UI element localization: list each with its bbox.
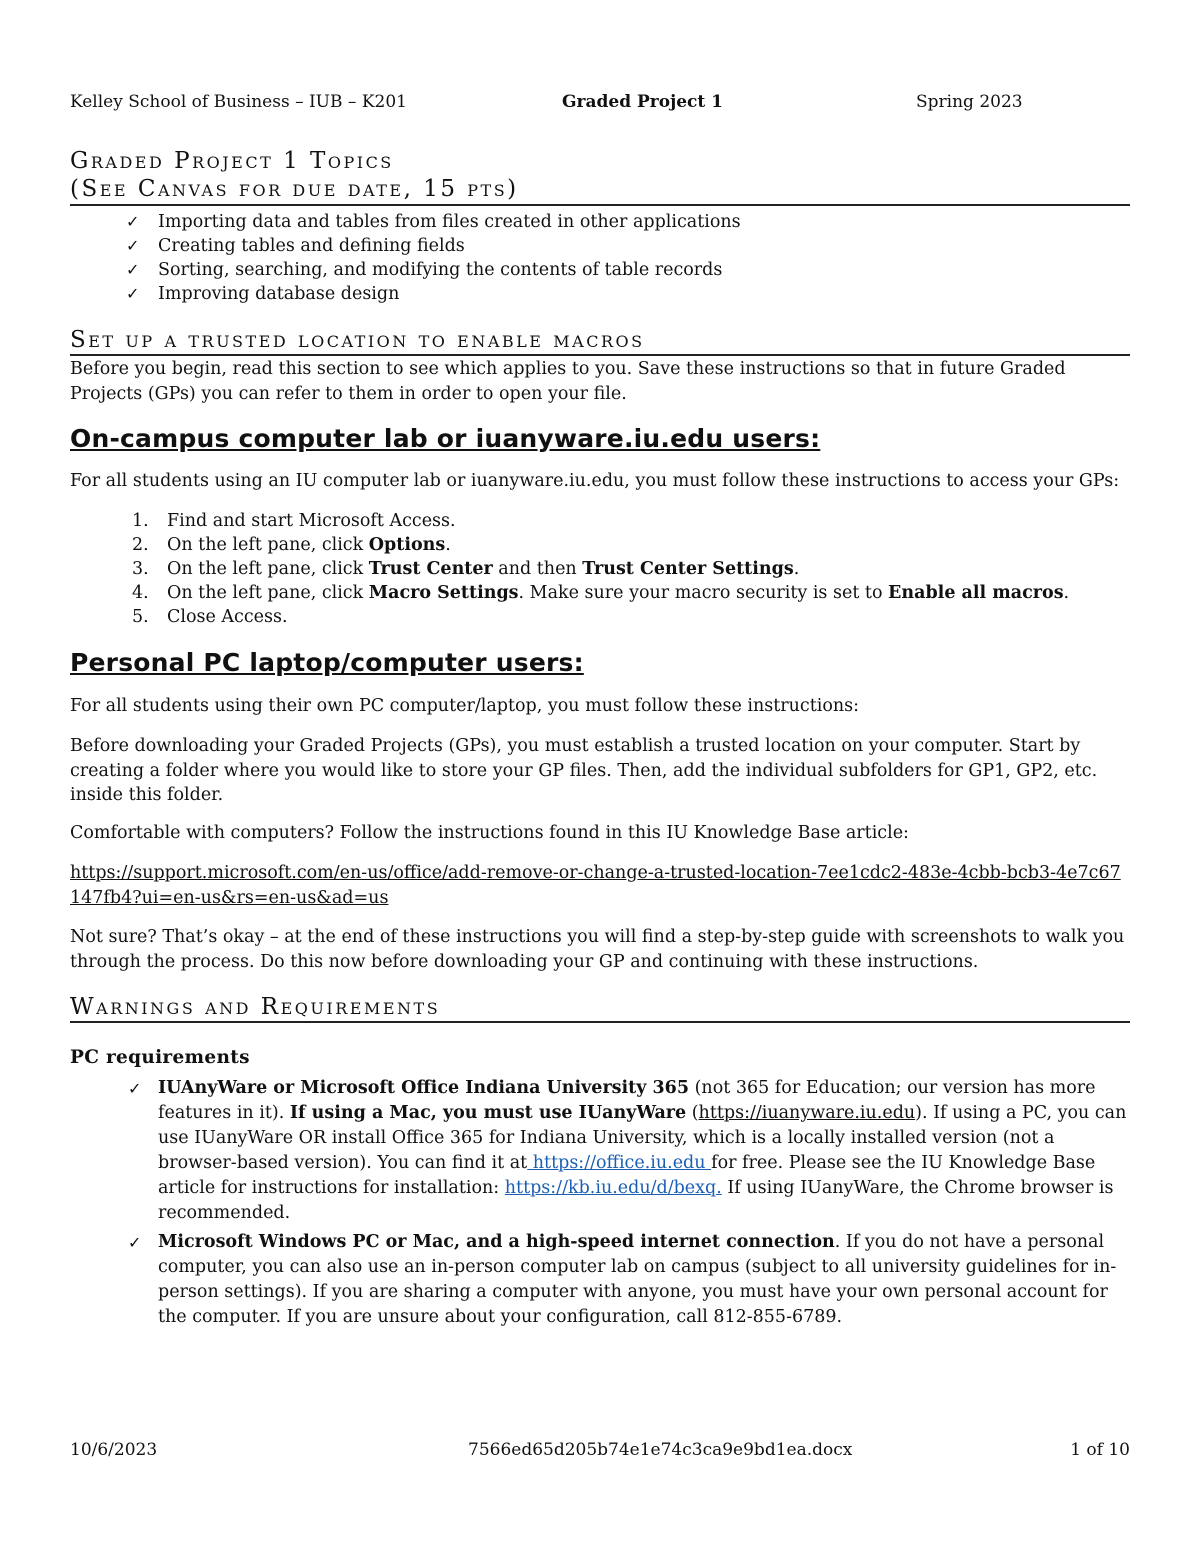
- step-item: 4. On the left pane, click Macro Settings. Make sure your macro security is set to Enable all macros.: [132, 583, 1070, 603]
- office-iu-link[interactable]: https://office.iu.edu: [527, 1153, 712, 1173]
- personal-intro: For all students using their own PC computer/laptop, you must follow these instructions:: [70, 696, 860, 716]
- step-item: 3. On the left pane, click Trust Center and then Trust Center Settings.: [132, 559, 800, 579]
- list-item: ✓ Improving database design: [126, 284, 400, 304]
- list-item: ✓ Importing data and tables from files created in other applications: [126, 212, 741, 232]
- oncampus-intro: For all students using an IU computer lab or iuanyware.iu.edu, you must follow these instructions to access your GPs:: [70, 471, 1120, 491]
- topics-title: [70, 147, 1130, 206]
- personal-before-text: Before downloading your Graded Projects (GPs), you must establish a trusted location on your computer. Start by creating a folder where you would like to store your GP files. Then, add the individual subfolders for GP1, GP2, etc. inside this folder.: [70, 736, 1098, 805]
- checkmark-icon: ✓: [126, 284, 140, 303]
- step-item: 1. Find and start Microsoft Access.: [132, 511, 456, 531]
- footer-filename: 7566ed65d205b74e1e74c3ca9e9bd1ea.docx: [468, 1440, 853, 1460]
- list-item: ✓ Microsoft Windows PC or Mac, and a high-speed internet connection. If you do not have a personal computer, you can also use an in-person computer lab on campus (subject to all university guidelines for in-person settings). If you are sharing a computer with anyone, you must have your own personal account for the computer. If you are unsure about your configuration, call 812-855-6789.: [128, 1232, 1117, 1327]
- iuanyware-link[interactable]: https://iuanyware.iu.edu: [698, 1103, 916, 1123]
- trusted-location-title: Set up a trusted location to enable macros: [70, 326, 1130, 356]
- checkmark-icon: ✓: [128, 1079, 142, 1098]
- trusted-intro: Before you begin, read this section to see which applies to you. Save these instructions so that in future Graded Projects (GPs) you can refer to them in order to open your file.: [70, 359, 1066, 404]
- topics-list: [126, 210, 741, 306]
- topics-title-line2: (See Canvas for due date, 15 pts): [70, 175, 1130, 206]
- document-page: [70, 0, 1130, 1553]
- checkmark-icon: ✓: [126, 260, 140, 279]
- requirements-list: [128, 1076, 1128, 1334]
- kb-article-link[interactable]: https://support.microsoft.com/en-us/office/add-remove-or-change-a-trusted-location-7ee1cdc2-483e-4cbb-bcb3-4e7c67147fb4?ui=en-us&rs=en-us&ad=us: [70, 863, 1121, 908]
- oncampus-heading: On-campus computer lab or iuanyware.iu.edu users:: [70, 424, 821, 453]
- checkmark-icon: ✓: [126, 236, 140, 255]
- page-header: [70, 92, 1130, 116]
- personal-heading: Personal PC laptop/computer users:: [70, 648, 584, 677]
- comfortable-text: Comfortable with computers? Follow the instructions found in this IU Knowledge Base article:: [70, 823, 909, 843]
- kb-bexq-link[interactable]: https://kb.iu.edu/d/bexq.: [504, 1178, 722, 1198]
- list-item: ✓ IUAnyWare or Microsoft Office Indiana University 365 (not 365 for Education; our version has more features in it). If using a Mac, you must use IUanyWare (https://iuanyware.iu.edu). If using a PC, you can use IUanyWare OR install Office 365 for Indiana University, which is a locally installed version (not a browser-based version). You can find it at https://office.iu.edu for free. Please see the IU Knowledge Base article for instructions for installation: https://kb.iu.edu/d/bexq. If using IUanyWare, the Chrome browser is recommended.: [128, 1078, 1127, 1223]
- step-item: 5. Close Access.: [132, 607, 288, 627]
- header-course: Kelley School of Business – IUB – K201: [70, 92, 407, 112]
- header-term: Spring 2023: [916, 92, 1023, 112]
- header-title: Graded Project 1: [562, 92, 723, 112]
- topics-title-line1: Graded Project 1 Topics: [70, 148, 394, 174]
- footer-date: 10/6/2023: [70, 1440, 158, 1460]
- checkmark-icon: ✓: [128, 1233, 142, 1252]
- list-item: ✓ Sorting, searching, and modifying the contents of table records: [126, 260, 723, 280]
- warnings-title: Warnings and Requirements: [70, 993, 1130, 1023]
- not-sure-text: Not sure? That’s okay – at the end of these instructions you will find a step-by-step guide with screenshots to walk you through the process. Do this now before downloading your GP and continuing with these instructions.: [70, 927, 1125, 972]
- oncampus-steps: [132, 509, 1069, 629]
- checkmark-icon: ✓: [126, 212, 140, 231]
- pc-requirements-heading: PC requirements: [70, 1047, 250, 1068]
- list-item: ✓ Creating tables and defining fields: [126, 236, 465, 256]
- step-item: 2. On the left pane, click Options.: [132, 535, 451, 555]
- footer-page-number: 1 of 10: [1070, 1440, 1130, 1460]
